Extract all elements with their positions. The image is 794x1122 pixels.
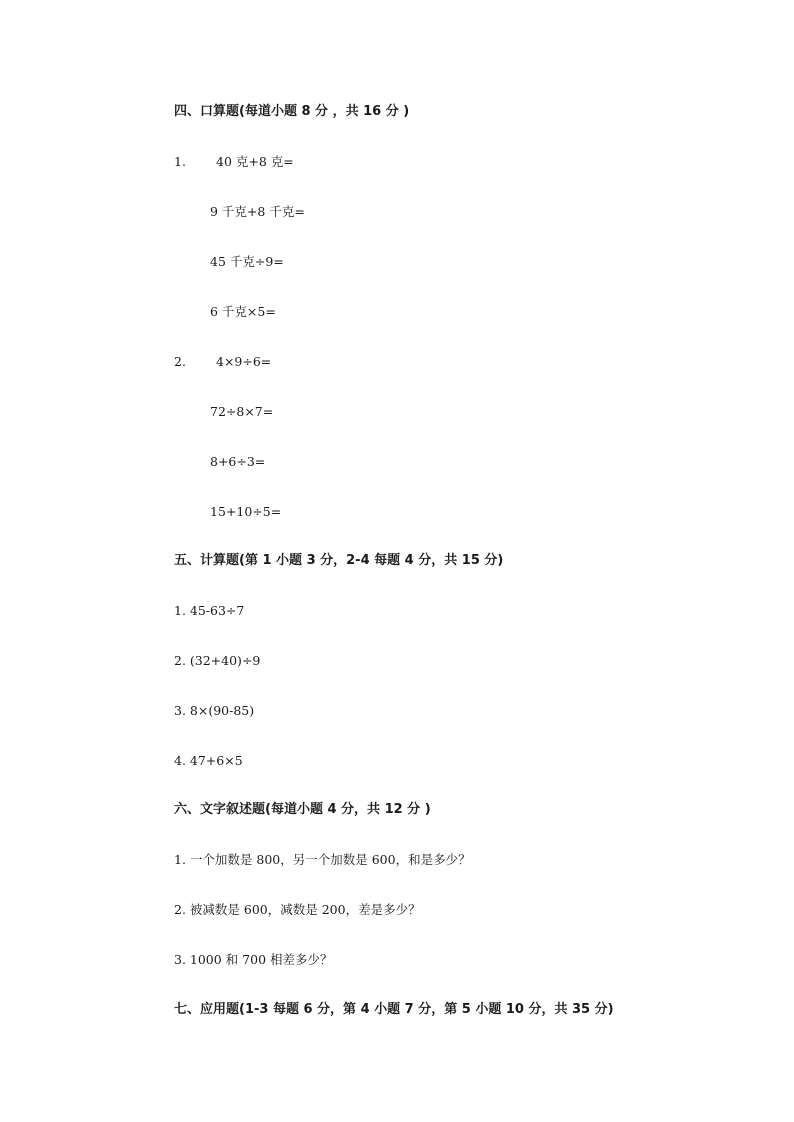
q2-item-2: 72÷8×7= — [210, 404, 274, 419]
q2-item-3: 8+6÷3= — [210, 454, 266, 469]
question-2-number: 2. — [174, 354, 186, 369]
q2-item-1: 4×9÷6= — [216, 354, 272, 369]
s5-item-4: 4. 47+6×5 — [174, 753, 243, 768]
s5-item-3: 3. 8×(90-85) — [174, 703, 255, 718]
q1-item-3: 45 千克÷9= — [210, 254, 284, 269]
s6-item-2: 2. 被减数是 600，减数是 200，差是多少？ — [174, 902, 421, 917]
s6-item-3: 3. 1000 和 700 相差多少？ — [174, 952, 333, 967]
question-1-number: 1. — [174, 154, 186, 169]
section-5-heading: 五、计算题(第 1 小题 3 分，2-4 每题 4 分，共 15 分) — [174, 553, 504, 568]
s5-item-1: 1. 45-63÷7 — [174, 603, 245, 618]
s5-item-2: 2. (32+40)÷9 — [174, 653, 261, 668]
q1-item-2: 9 千克+8 千克= — [210, 204, 305, 219]
q1-item-1: 40 克+8 克= — [216, 154, 294, 169]
q2-item-4: 15+10÷5= — [210, 504, 282, 519]
s6-item-1: 1. 一个加数是 800，另一个加数是 600，和是多少？ — [174, 852, 471, 867]
section-7-heading: 七、应用题(1-3 每题 6 分，第 4 小题 7 分，第 5 小题 10 分，共 35 分) — [174, 1002, 614, 1017]
section-6-heading: 六、文字叙述题(每道小题 4 分，共 12 分 ) — [174, 802, 431, 817]
q1-item-4: 6 千克×5= — [210, 304, 276, 319]
section-4-heading: 四、口算题(每道小题 8 分 ，共 16 分 ) — [174, 104, 410, 119]
